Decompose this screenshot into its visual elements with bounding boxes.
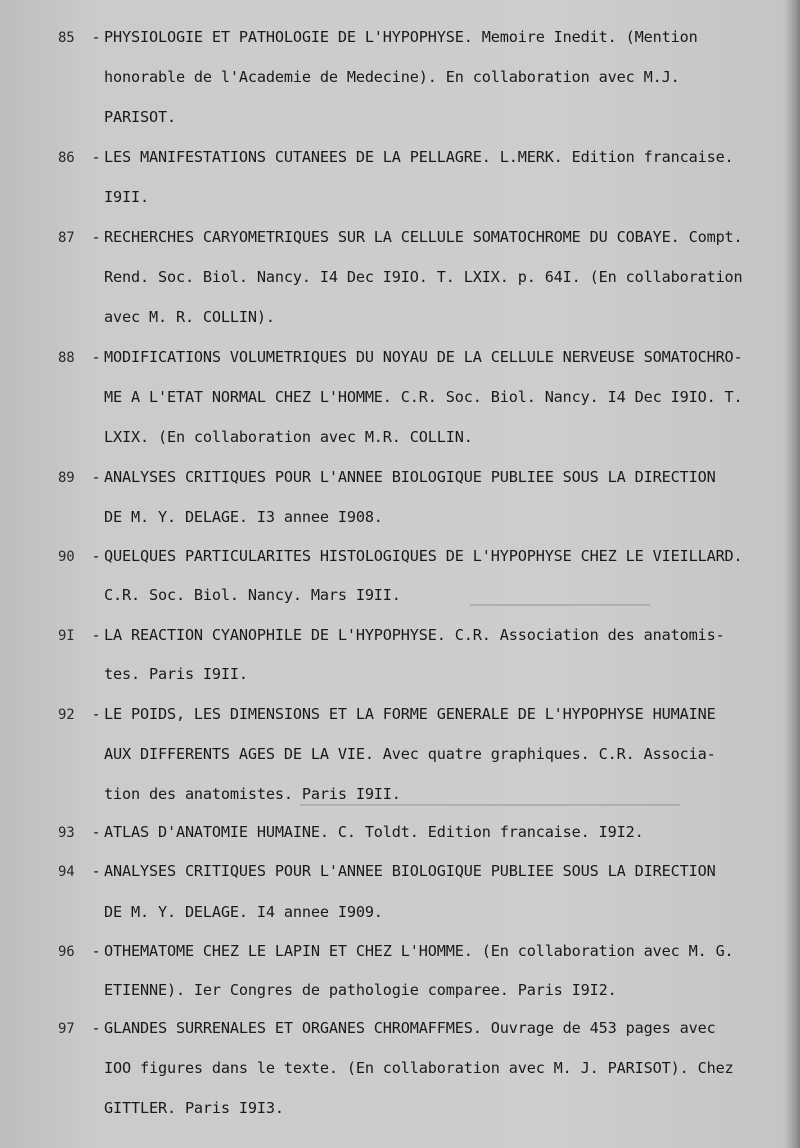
- entry-text: DE M. Y. DELAGE. I4 annee I909.: [104, 903, 383, 921]
- entry-dash: -: [91, 547, 101, 565]
- ink-smudge: [300, 804, 680, 806]
- entry-text: AUX DIFFERENTS AGES DE LA VIE. Avec quatre graphiques. C.R. Associa-: [104, 745, 716, 763]
- entry-first-line: [58, 347, 743, 368]
- entry-dash: -: [91, 348, 101, 366]
- entry-text: LE POIDS, LES DIMENSIONS ET LA FORME GENERALE DE L'HYPOPHYSE HUMAINE: [104, 705, 716, 723]
- entry-number: 92: [58, 707, 75, 723]
- entry-text: LA REACTION CYANOPHILE DE L'HYPOPHYSE. C.R. Association des anatomis-: [104, 626, 725, 644]
- entry-dash: -: [91, 228, 101, 246]
- entry-dash: -: [91, 823, 101, 841]
- entry-first-line: [58, 227, 743, 248]
- entry-text: PHYSIOLOGIE ET PATHOLOGIE DE L'HYPOPHYSE. Memoire Inedit. (Mention: [104, 28, 698, 46]
- entry-text: ETIENNE). Ier Congres de pathologie comparee. Paris I9I2.: [104, 981, 617, 999]
- entry-text: ANALYSES CRITIQUES POUR L'ANNEE BIOLOGIQUE PUBLIEE SOUS LA DIRECTION: [104, 468, 716, 486]
- entry-text: GITTLER. Paris I9I3.: [104, 1099, 284, 1117]
- entry-text: PARISOT.: [104, 108, 176, 126]
- entry-dash: -: [91, 705, 101, 723]
- entry-text: Rend. Soc. Biol. Nancy. I4 Dec I9IO. T. LXIX. p. 64I. (En collaboration: [104, 268, 743, 286]
- entry-first-line: [58, 147, 734, 168]
- entry-number: 89: [58, 470, 75, 486]
- entry-text: ATLAS D'ANATOMIE HUMAINE. C. Toldt. Edition francaise. I9I2.: [104, 823, 644, 841]
- entry-text: RECHERCHES CARYOMETRIQUES SUR LA CELLULE SOMATOCHROME DU COBAYE. Compt.: [104, 228, 743, 246]
- entry-dash: -: [91, 28, 101, 46]
- entry-dash: -: [91, 468, 101, 486]
- entry-first-line: [58, 822, 644, 843]
- entry-text: avec M. R. COLLIN).: [104, 308, 275, 326]
- entry-text: QUELQUES PARTICULARITES HISTOLOGIQUES DE L'HYPOPHYSE CHEZ LE VIEILLARD.: [104, 547, 743, 565]
- entry-number: 97: [58, 1021, 75, 1037]
- entry-text: honorable de l'Academie de Medecine). En collaboration avec M.J.: [104, 68, 680, 86]
- entry-text: GLANDES SURRENALES ET ORGANES CHROMAFFMES. Ouvrage de 453 pages avec: [104, 1019, 716, 1037]
- entry-number: 9I: [58, 628, 75, 644]
- entry-text: LES MANIFESTATIONS CUTANEES DE LA PELLAGRE. L.MERK. Edition francaise.: [104, 148, 734, 166]
- entry-text: tion des anatomistes. Paris I9II.: [104, 785, 401, 803]
- entry-text: tes. Paris I9II.: [104, 665, 248, 683]
- entry-text: LXIX. (En collaboration avec M.R. COLLIN.: [104, 428, 473, 446]
- entry-dash: -: [91, 942, 101, 960]
- entry-dash: -: [91, 626, 101, 644]
- entry-text: ANALYSES CRITIQUES POUR L'ANNEE BIOLOGIQUE PUBLIEE SOUS LA DIRECTION: [104, 862, 716, 880]
- entry-first-line: [58, 861, 716, 882]
- entry-first-line: [58, 1018, 716, 1039]
- entry-number: 96: [58, 944, 75, 960]
- entry-text: I9II.: [104, 188, 149, 206]
- entry-text: ME A L'ETAT NORMAL CHEZ L'HOMME. C.R. Soc. Biol. Nancy. I4 Dec I9IO. T.: [104, 388, 743, 406]
- entry-first-line: [58, 27, 698, 48]
- entry-text: C.R. Soc. Biol. Nancy. Mars I9II.: [104, 586, 401, 604]
- ink-smudge: [470, 604, 650, 606]
- entry-number: 85: [58, 30, 75, 46]
- entry-number: 86: [58, 150, 75, 166]
- entry-first-line: [58, 704, 716, 725]
- entry-first-line: [58, 941, 734, 962]
- entry-dash: -: [91, 862, 101, 880]
- entry-number: 94: [58, 864, 75, 880]
- entry-first-line: [58, 625, 725, 646]
- entry-number: 88: [58, 350, 75, 366]
- entry-dash: -: [91, 148, 101, 166]
- page-shadow-edge: [784, 0, 800, 1148]
- entry-text: DE M. Y. DELAGE. I3 annee I908.: [104, 508, 383, 526]
- entry-number: 90: [58, 549, 75, 565]
- entry-number: 87: [58, 230, 75, 246]
- entry-dash: -: [91, 1019, 101, 1037]
- entry-text: MODIFICATIONS VOLUMETRIQUES DU NOYAU DE LA CELLULE NERVEUSE SOMATOCHRO-: [104, 348, 743, 366]
- entry-text: IOO figures dans le texte. (En collaboration avec M. J. PARISOT). Chez: [104, 1059, 734, 1077]
- entry-first-line: [58, 546, 743, 567]
- entry-number: 93: [58, 825, 75, 841]
- entry-text: OTHEMATOME CHEZ LE LAPIN ET CHEZ L'HOMME. (En collaboration avec M. G.: [104, 942, 734, 960]
- entry-first-line: [58, 467, 716, 488]
